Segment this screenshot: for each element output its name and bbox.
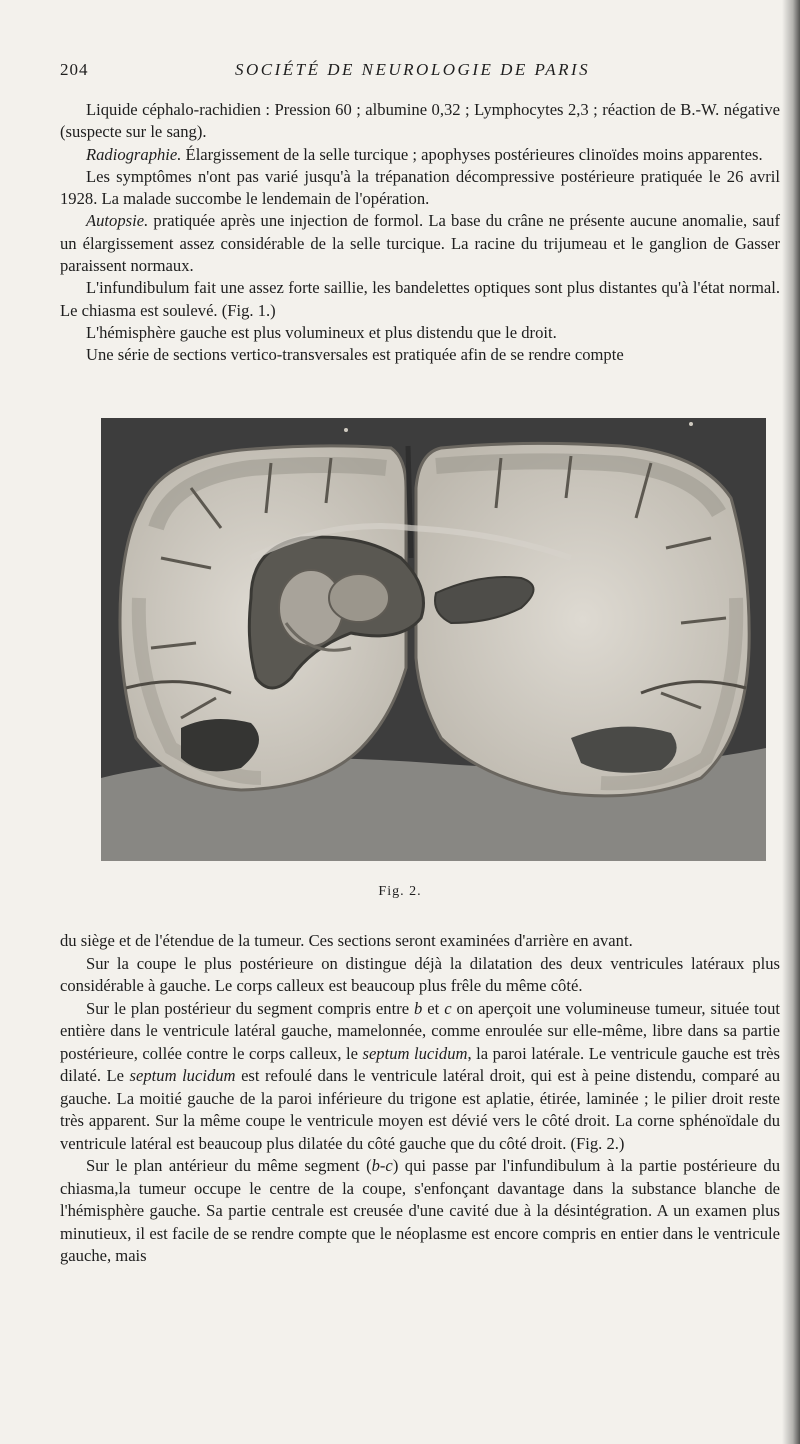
autopsy-label: Autopsie. bbox=[86, 211, 149, 231]
radiography-label: Radiographie. bbox=[86, 144, 182, 164]
paragraph-radiography: Radiographie. Élargissement de la selle turcique ; apophyses postérieures clinoïdes moins apparentes. bbox=[86, 144, 763, 164]
paragraph-continuation: du siège et de l'étendue de la tumeur. Ces sections seront examinées d'arrière en avant. bbox=[60, 931, 633, 950]
page-edge-shadow bbox=[782, 0, 800, 1444]
paragraph-symptoms: Les symptômes n'ont pas varié jusqu'à la trépanation décompressive postérieure pratiquée le 26 avril 1928. La malade succombe le lendemain de l'opération. bbox=[60, 166, 780, 209]
lower-text-block bbox=[60, 930, 780, 1268]
figure-caption: Fig. 2. bbox=[378, 884, 422, 899]
paragraph-sections: Une série de sections vertico-transversales est pratiquée afin de se rendre compte bbox=[86, 345, 624, 365]
paragraph-hemisphere: L'hémisphère gauche est plus volumineux et plus distendu que le droit. bbox=[86, 322, 557, 342]
paragraph-autopsy: Autopsie. pratiquée après une injection de formol. La base du crâne ne présente aucune anomalie, sauf un élargissement assez considérable de la selle turcique. La racine du trijumeau et le ganglion de Gasser paraissent normaux. bbox=[60, 211, 780, 276]
paragraph-tumor-description: Sur le plan postérieur du segment compris entre b et c on aperçoit une volumineuse tumeur, située tout entière dans le ventricule latéral gauche, mamelonnée, comme enroulée sur elle-même, libre dans sa partie postérieure, collée contre le corps calleux, le septum lucidum, la paroi latérale. Le ventricule gauche est très dilaté. Le septum lucidum est refoulé dans le ventricule latéral droit, qui est à peine distendu, comparé au gauche. La moitié gauche de la paroi inférieure du trigone est aplatie, étirée, laminée ; le pilier droit reste très apparent. Sur la même coupe le ventricule moyen est dévié vers le côté droit. La corne sphénoïdale du ventricule latéral est beaucoup plus dilatée du côté gauche que du côté droit. (Fig. 2.) bbox=[60, 998, 780, 1153]
brain-section-photograph bbox=[101, 418, 766, 861]
upper-text-block bbox=[60, 99, 780, 367]
page-header bbox=[60, 60, 780, 86]
paragraph-anterior-plane: Sur le plan antérieur du même segment (b-c) qui passe par l'infundibulum à la partie postérieure du chiasma,la tumeur occupe le centre de la coupe, s'enfonçant davantage dans la substance blanche de l'hémisphère gauche. Sa partie centrale est creusée d'une cavité due à la désintégration. A un examen plus minutieux, il est facile de se rendre compte que le néoplasme est encore compris en entier dans le ventricule gauche, mais bbox=[60, 1156, 781, 1265]
paragraph-infundibulum: L'infundibulum fait une assez forte saillie, les bandelettes optiques sont plus distantes qu'à l'état normal. Le chiasma est soulevé. (Fig. 1.) bbox=[60, 278, 780, 320]
paragraph-csf: Liquide céphalo-rachidien : Pression 60 ; albumine 0,32 ; Lymphocytes 2,3 ; réaction de B.-W. négative (suspecte sur le sang). bbox=[60, 100, 780, 142]
running-head: SOCIÉTÉ DE NEUROLOGIE DE PARIS bbox=[235, 60, 591, 79]
paragraph-posterior-section: Sur la coupe le plus postérieure on distingue déjà la dilatation des deux ventricules latéraux plus considérable à gauche. Le corps calleux est beaucoup plus frêle du même côté. bbox=[60, 953, 780, 995]
page-number: 204 bbox=[60, 60, 89, 79]
brain-section-illustration bbox=[101, 418, 766, 861]
